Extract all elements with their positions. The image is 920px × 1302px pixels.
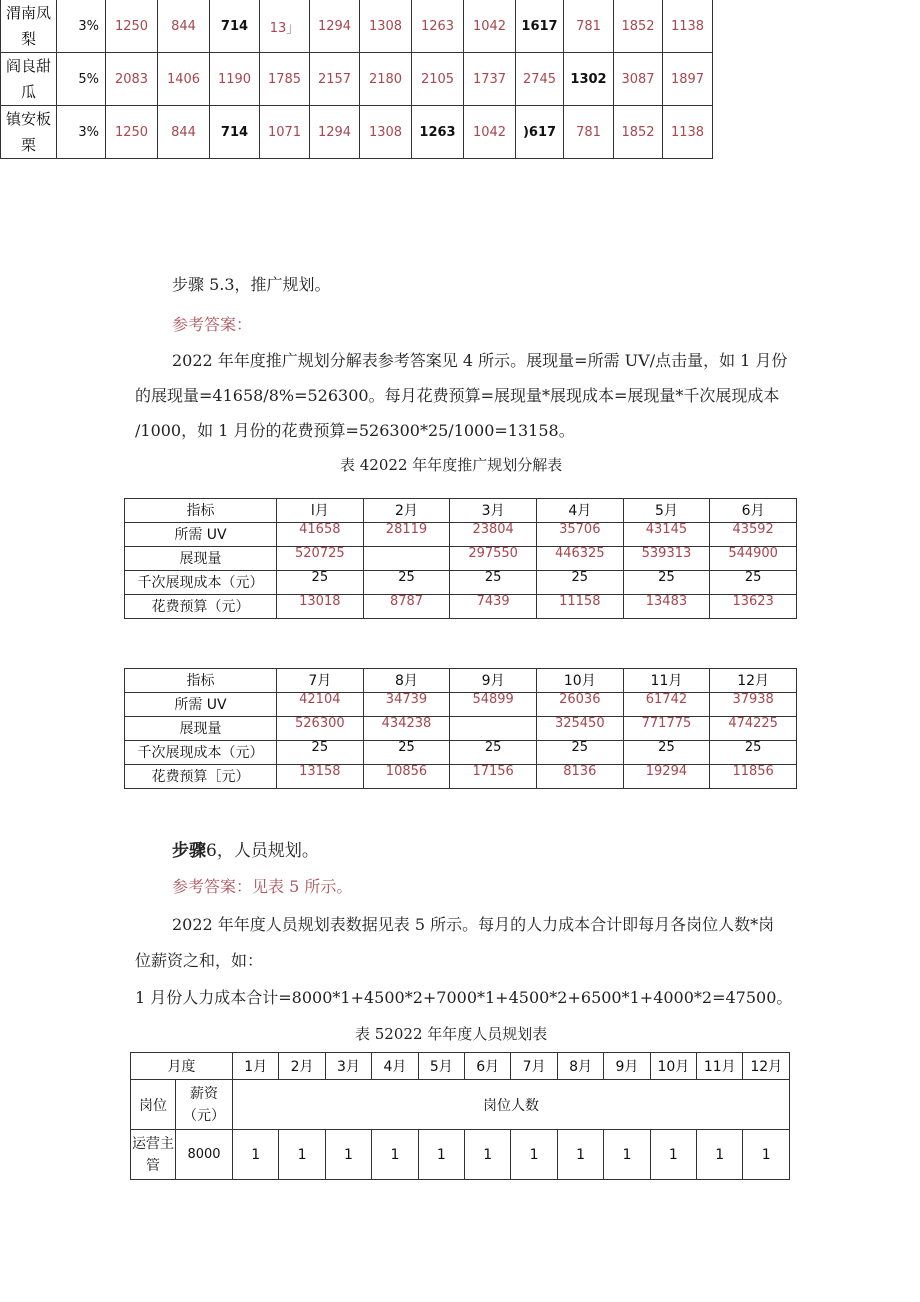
uv-cell: 28119 — [363, 523, 450, 547]
value-cell: 1294 — [310, 0, 360, 53]
budget-cell: 8136 — [536, 765, 623, 789]
product-row — [1, 0, 713, 53]
budget-cell: 13018 — [277, 595, 364, 619]
value-cell: 1897 — [663, 53, 713, 106]
data-row — [125, 571, 797, 595]
row-label: 所需 UV — [125, 693, 277, 717]
budget-cell: 10856 — [363, 765, 450, 789]
month-cell: 6月 — [465, 1053, 511, 1080]
data-row — [125, 717, 797, 741]
row-label: 展现量 — [125, 717, 277, 741]
cpm-cell: 25 — [536, 571, 623, 595]
step-5-3: 步骤 5.3，推广规划。 — [172, 275, 331, 294]
month-header: 7月 — [277, 669, 364, 693]
salary-label: 薪资（元） — [176, 1080, 233, 1130]
staff-table — [130, 1052, 790, 1180]
month-cell: 5月 — [418, 1053, 464, 1080]
month-cell: 12月 — [743, 1053, 790, 1080]
cpm-cell: 25 — [536, 741, 623, 765]
uv-cell: 54899 — [450, 693, 537, 717]
value-cell: 1406 — [158, 53, 210, 106]
value-cell: 2180 — [360, 53, 412, 106]
budget-cell: 13158 — [277, 765, 364, 789]
uv-cell: 42104 — [277, 693, 364, 717]
month-header: 11月 — [623, 669, 710, 693]
month-cell: 9月 — [604, 1053, 650, 1080]
value-cell: 714 — [210, 106, 260, 159]
value-cell: 1308 — [360, 0, 412, 53]
step-6: 步骤6，人员规划。 — [172, 841, 319, 861]
header-row — [125, 499, 797, 523]
month-cell: 2月 — [279, 1053, 325, 1080]
data-row — [125, 741, 797, 765]
value-cell: 1737 — [464, 53, 516, 106]
uv-cell: 43592 — [710, 523, 797, 547]
rate-cell: 3% — [57, 0, 106, 53]
uv-cell: 37938 — [710, 693, 797, 717]
month-cell: 11月 — [697, 1053, 743, 1080]
data-row — [125, 595, 797, 619]
month-header: 3月 — [450, 499, 537, 523]
product-name: 镇安板栗 — [1, 106, 57, 159]
impression-cell: 474225 — [710, 717, 797, 741]
uv-cell: 26036 — [536, 693, 623, 717]
budget-cell: 19294 — [623, 765, 710, 789]
month-label: 月度 — [131, 1053, 233, 1080]
value-cell: 3087 — [614, 53, 663, 106]
row-label: 千次展现成本（元） — [125, 571, 277, 595]
rate-cell: 5% — [57, 53, 106, 106]
para2-line1: 2022 年年度人员规划表数据见表 5 所示。每月的人力成本合计即每月各岗位人数*岗 — [172, 915, 775, 934]
value-cell: )617 — [516, 106, 564, 159]
para2-line3: 1 月份人力成本合计=8000*1+4500*2+7000*1+4500*2+6500*1+4000*2=47500。 — [135, 988, 793, 1007]
promotion-table-h1 — [124, 498, 797, 619]
value-cell: 844 — [158, 0, 210, 53]
para2-line2: 位薪资之和，如： — [135, 951, 264, 970]
row-label: 花费预算（元） — [125, 595, 277, 619]
impression-cell — [450, 717, 537, 741]
count-cell: 1 — [372, 1130, 418, 1180]
impression-cell: 325450 — [536, 717, 623, 741]
budget-cell: 17156 — [450, 765, 537, 789]
product-table — [0, 0, 713, 159]
post-name: 运营主管 — [131, 1130, 176, 1180]
cpm-cell: 25 — [450, 741, 537, 765]
value-cell: 1138 — [663, 0, 713, 53]
cpm-cell: 25 — [450, 571, 537, 595]
count-cell: 1 — [233, 1130, 279, 1180]
count-cell: 1 — [604, 1130, 650, 1180]
indicator-header: 指标 — [125, 499, 277, 523]
value-cell: 1250 — [106, 0, 158, 53]
budget-cell: 7439 — [450, 595, 537, 619]
month-header: 8月 — [363, 669, 450, 693]
cpm-cell: 25 — [363, 741, 450, 765]
value-cell: 1263 — [412, 106, 464, 159]
value-cell: 2105 — [412, 53, 464, 106]
value-cell: 1785 — [260, 53, 310, 106]
budget-cell: 11856 — [710, 765, 797, 789]
value-cell: 13」 — [260, 0, 310, 53]
product-name: 渭南凤梨 — [1, 0, 57, 53]
month-cell: 10月 — [650, 1053, 696, 1080]
para1-line2: 的展现量=41658/8%=526300。每月花费预算=展现量*展现成本=展现量*千次展现成本 — [135, 386, 780, 405]
value-cell: 781 — [564, 0, 614, 53]
value-cell: 1302 — [564, 53, 614, 106]
count-cell: 1 — [465, 1130, 511, 1180]
value-cell: 1852 — [614, 106, 663, 159]
month-header: 4月 — [536, 499, 623, 523]
indicator-header: 指标 — [125, 669, 277, 693]
impression-cell: 446325 — [536, 547, 623, 571]
answer2: 参考答案：见表 5 所示。 — [172, 877, 353, 896]
month-cell: 7月 — [511, 1053, 557, 1080]
table4-caption: 表 42022 年年度推广规划分解表 — [340, 456, 563, 474]
value-cell: 844 — [158, 106, 210, 159]
uv-cell: 34739 — [363, 693, 450, 717]
count-cell: 1 — [557, 1130, 603, 1180]
data-row — [125, 693, 797, 717]
row-label: 展现量 — [125, 547, 277, 571]
impression-cell — [363, 547, 450, 571]
table5-caption: 表 52022 年年度人员规划表 — [355, 1025, 548, 1043]
data-row — [125, 523, 797, 547]
cpm-cell: 25 — [623, 571, 710, 595]
value-cell: 2083 — [106, 53, 158, 106]
budget-cell: 8787 — [363, 595, 450, 619]
count-cell: 1 — [418, 1130, 464, 1180]
value-cell: 1138 — [663, 106, 713, 159]
cpm-cell: 25 — [710, 571, 797, 595]
value-cell: 1042 — [464, 106, 516, 159]
count-label: 岗位人数 — [233, 1080, 790, 1130]
uv-cell: 41658 — [277, 523, 364, 547]
answer-label: 参考答案： — [172, 315, 253, 334]
cpm-cell: 25 — [623, 741, 710, 765]
value-cell: 1617 — [516, 0, 564, 53]
value-cell: 2157 — [310, 53, 360, 106]
month-cell: 4月 — [372, 1053, 418, 1080]
month-cell: 3月 — [325, 1053, 371, 1080]
product-row — [1, 53, 713, 106]
count-cell: 1 — [650, 1130, 696, 1180]
data-row — [125, 765, 797, 789]
cpm-cell: 25 — [363, 571, 450, 595]
product-row — [1, 106, 713, 159]
month-cell: 8月 — [557, 1053, 603, 1080]
impression-cell: 544900 — [710, 547, 797, 571]
value-cell: 1042 — [464, 0, 516, 53]
data-row — [125, 547, 797, 571]
count-cell: 1 — [325, 1130, 371, 1180]
month-header: l月 — [277, 499, 364, 523]
value-cell: 1250 — [106, 106, 158, 159]
impression-cell: 526300 — [277, 717, 364, 741]
value-cell: 1294 — [310, 106, 360, 159]
month-cell: 1月 — [233, 1053, 279, 1080]
month-header: 9月 — [450, 669, 537, 693]
value-cell: 1308 — [360, 106, 412, 159]
cpm-cell: 25 — [277, 571, 364, 595]
budget-cell: 13623 — [710, 595, 797, 619]
uv-cell: 61742 — [623, 693, 710, 717]
count-cell: 1 — [697, 1130, 743, 1180]
post-label: 岗位 — [131, 1080, 176, 1130]
row-label: 花费预算［元） — [125, 765, 277, 789]
value-cell: 1263 — [412, 0, 464, 53]
header-row — [125, 669, 797, 693]
salary-value: 8000 — [176, 1130, 233, 1180]
month-header: 6月 — [710, 499, 797, 523]
value-cell: 2745 — [516, 53, 564, 106]
value-cell: 714 — [210, 0, 260, 53]
impression-cell: 539313 — [623, 547, 710, 571]
cpm-cell: 25 — [710, 741, 797, 765]
row-label: 千次展现成本（元） — [125, 741, 277, 765]
uv-cell: 43145 — [623, 523, 710, 547]
rate-cell: 3% — [57, 106, 106, 159]
para1-line3: /1000，如 1 月份的花费预算=526300*25/1000=13158。 — [135, 421, 575, 440]
month-header: 12月 — [710, 669, 797, 693]
month-header: 5月 — [623, 499, 710, 523]
budget-cell: 13483 — [623, 595, 710, 619]
uv-cell: 35706 — [536, 523, 623, 547]
impression-cell: 434238 — [363, 717, 450, 741]
product-name: 阎良甜瓜 — [1, 53, 57, 106]
budget-cell: 11158 — [536, 595, 623, 619]
value-cell: 1071 — [260, 106, 310, 159]
value-cell: 781 — [564, 106, 614, 159]
month-header: 2月 — [363, 499, 450, 523]
uv-cell: 23804 — [450, 523, 537, 547]
count-cell: 1 — [743, 1130, 790, 1180]
count-cell: 1 — [511, 1130, 557, 1180]
promotion-table-h2 — [124, 668, 797, 789]
value-cell: 1852 — [614, 0, 663, 53]
impression-cell: 771775 — [623, 717, 710, 741]
month-header: 10月 — [536, 669, 623, 693]
impression-cell: 297550 — [450, 547, 537, 571]
impression-cell: 520725 — [277, 547, 364, 571]
value-cell: 1190 — [210, 53, 260, 106]
count-cell: 1 — [279, 1130, 325, 1180]
para1-line1: 2022 年年度推广规划分解表参考答案见 4 所示。展现量=所需 UV/点击量，如 1 月份 — [172, 351, 788, 370]
row-label: 所需 UV — [125, 523, 277, 547]
cpm-cell: 25 — [277, 741, 364, 765]
